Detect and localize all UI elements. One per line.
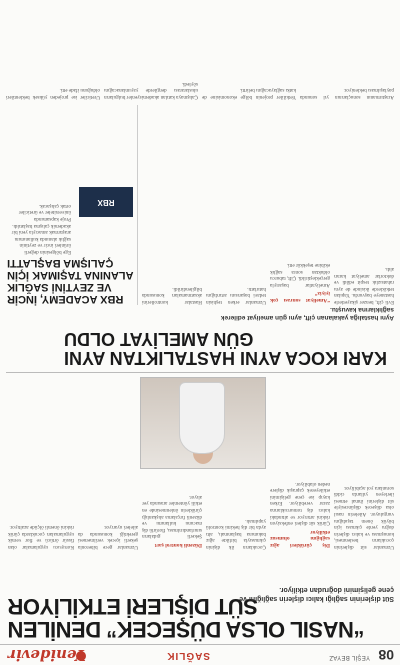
story1-photo bbox=[140, 377, 266, 469]
story2-body-1: Evli çift, benzer şikayetlerle hastaneye başvurdu. Yapılan tetkiklerde ikisinde de aynı rahatsızlık tespit edildi ve doktorlar ameliyat kararı aldı. bbox=[334, 266, 394, 305]
story3-footer-col-4: Üreticiler ise projeden yüksek beklentileri olduğunu ifade etti. bbox=[6, 87, 100, 100]
story1-body-4: Şekerli gıdaların sınırlandırılması, florürlü diş macunu kullanımı ve düzenli fırçalama alışkanlığı çürüklerin önlenmesinde en etkili yöntemler arasında yer alıyor. bbox=[142, 493, 202, 540]
story3-footer bbox=[6, 6, 394, 100]
story1-headline: “NASIL OLSA DÜŞECEK” DENİLEN SÜT DİŞLERİ ETKİLİYOR bbox=[8, 594, 365, 642]
section-divider bbox=[6, 372, 394, 373]
story2-subhead: “Ameliyat sonrası çok iyiyiz” bbox=[270, 290, 330, 303]
story3-footer-col-1: Araştırmanın sonuçlarının yıl sonunda paylaşılması bekleniyor. bbox=[300, 87, 394, 100]
section-label: SAĞLIK bbox=[166, 650, 210, 661]
story1-body-1: Uzmanlar süt dişlerinin çocukların beslenmesi, konuşması ve kalıcı dişlerin doğru yerde çıkması için büyük önem taşıdığını vurguluyor. Ailelerin nasıl olsa düşecek düşüncesiyle süt dişlerini ihmal etmesi ilerleyen yıllarda ciddi sorunlara yol açabiliyor. bbox=[334, 484, 394, 550]
issue-date: YEŞİL BEYAZ bbox=[329, 654, 370, 660]
story3-logo: RBX bbox=[79, 187, 133, 217]
story1-column-6 bbox=[8, 380, 74, 550]
photo-person-body bbox=[179, 382, 225, 454]
story3-footer-col-3: Çalışmaya katılan akademisyenler bulguların uluslararası dergilerde yayımlanacağını söyledi. bbox=[104, 80, 198, 100]
story1-body-3: Çocukların ilk dişinin çıkmasıyla birlikte ağız bakımına başlanmalı, altı ayda bir diş hekimi kontrolü yapılmalı. bbox=[206, 517, 266, 550]
page-number: 08 bbox=[378, 647, 394, 663]
story3-body: Ege bölgesinin değerli ürünleri incir ve zeytinin sağlık alanında kullanımını araştırmak amacıyla yeni bir akademik çalışma başlatıldı. Proje kapsamında üniversiteler ve üreticiler ortak çalışacak. bbox=[11, 202, 71, 255]
story1-subhead-1: Diş çürükleri ağız sağlığını olumsuz etkiliyor bbox=[270, 528, 330, 548]
story1-column-5 bbox=[78, 380, 138, 550]
story3-box bbox=[5, 105, 138, 305]
story2-body-3: Uzmanlar erken teşhisin tedavi başarısını artırdığını hatırlattı. bbox=[206, 285, 266, 305]
story2-column-2 bbox=[270, 105, 330, 305]
story2-body-4: Hastalar kontrollerini aksatmamaları konusunda bilgilendirildi. bbox=[142, 285, 202, 305]
story2-body-2: Ameliyatlar başarıyla gerçekleştirildi. Çift, taburcu olduktan sonra sağlık ekibine teşekkür etti. bbox=[270, 262, 330, 288]
story2-column-3 bbox=[206, 105, 266, 305]
masthead bbox=[0, 644, 400, 665]
story1-body-2: Çürük süt dişleri enfeksiyon riskini artırıyor ve altındaki kalıcı diş tomurcuklarına zarar verebiliyor. Erken kayıp ise çene gelişimini etkileyerek çapraşık dişlere neden olabiliyor. bbox=[270, 480, 330, 527]
story1-body-5: Uzmanlar gece biberonla şekerli içecek verilmemesi gerektiği konusunda da aileleri uyarıyor. bbox=[78, 524, 138, 550]
newspaper-logo: Yenidevir bbox=[8, 646, 86, 664]
story2-headline: KARI KOCA AYNI HASTALIKTAN AYNI GÜN AMELİYAT OLDU bbox=[64, 329, 388, 368]
story1-lede: Süt dişlerinin sağlığı kalıcı dişlerin sağlığını ve çene gelişimini doğrudan etkiliyor. bbox=[239, 586, 394, 602]
story2-column-1 bbox=[334, 105, 394, 305]
story1-column-1 bbox=[334, 380, 394, 550]
story1-column-2 bbox=[270, 380, 330, 550]
story1-subhead-2: Düzenli kontrol şart bbox=[154, 542, 202, 548]
story2-lede: Aynı hastalığa yakalanan çift, aynı gün ameliyat edilerek sağlıklarına kavuştu. bbox=[220, 306, 394, 321]
story2-column-4 bbox=[142, 105, 202, 305]
story1-body-6: Koruyucu uygulamalar olan fissür örtücü ve flor vernik uygulamaları çocuklarda çürük riskini önemli ölçüde azaltıyor. bbox=[8, 524, 74, 550]
story3-footer-col-2: Yetkililer projenin bölge ekonomisine de katkı sağlayacağını belirtti. bbox=[202, 87, 296, 100]
story3-title: RBX ACADEMY, İNCİR VE ZEYTİNİ SAĞLIK ALANINA TAŞIMAK İÇİN ÇALIŞMA BAŞLATTI bbox=[7, 257, 134, 305]
